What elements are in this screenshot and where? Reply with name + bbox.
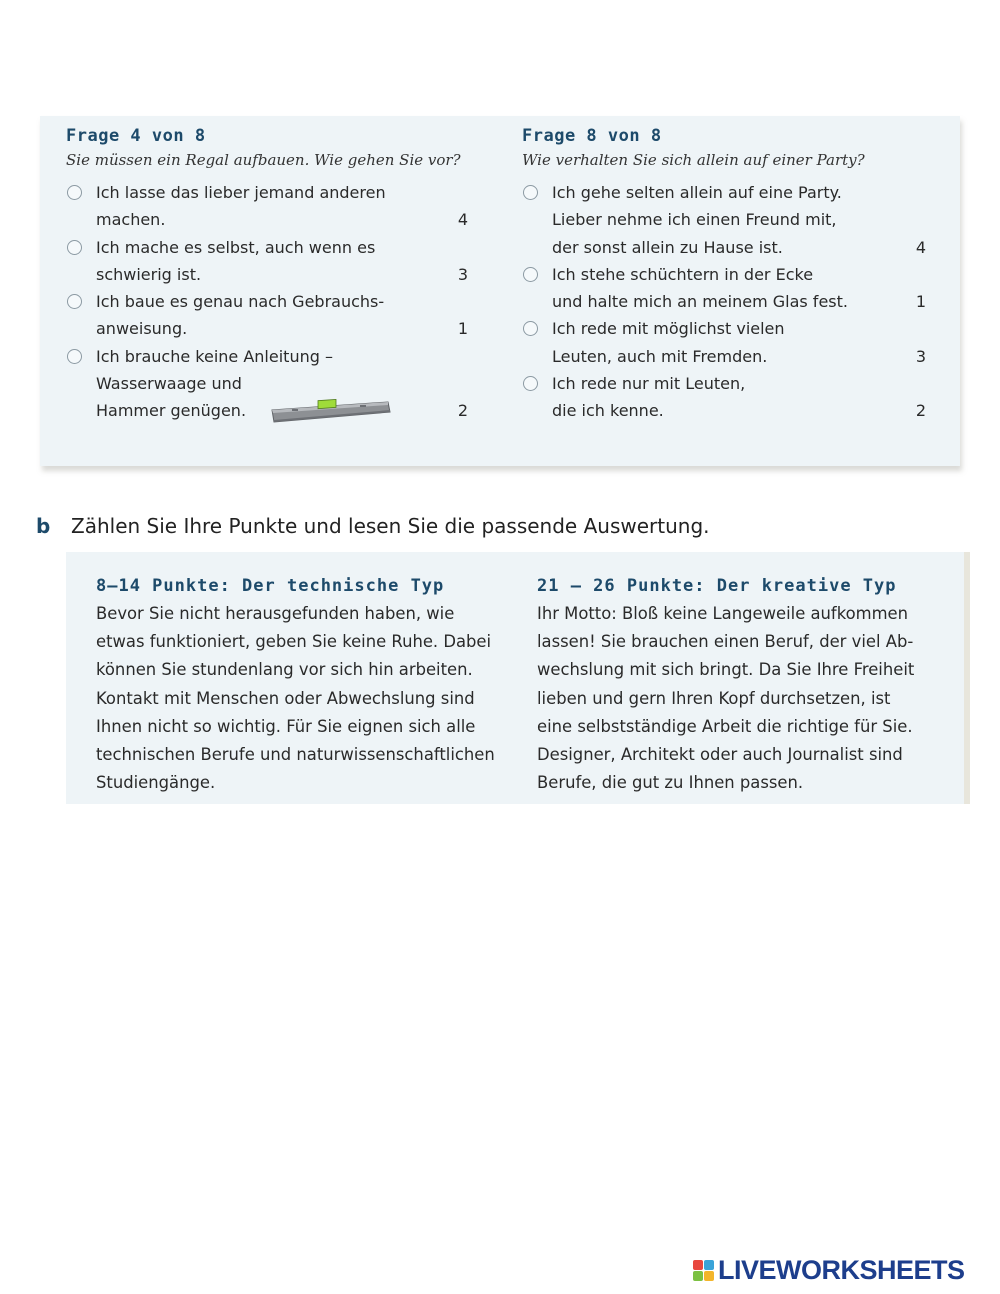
option-line: Ich gehe selten allein auf eine Party. <box>552 183 842 202</box>
option-points: 2 <box>915 401 926 421</box>
option-points: 1 <box>915 292 926 312</box>
option-line: Ich rede nur mit Leuten, <box>552 374 746 394</box>
option-points: 4 <box>457 210 468 230</box>
question-4 <box>66 124 468 425</box>
option-points: 1 <box>457 319 468 339</box>
radio-button[interactable] <box>67 240 82 255</box>
question-subtitle: Sie müssen ein Regal aufbauen. Wie gehen Sie vor? <box>66 151 461 169</box>
result-line: lassen! Sie brauchen einen Beruf, der viel Ab- <box>537 632 914 652</box>
question-8 <box>522 124 926 425</box>
radio-button[interactable] <box>523 376 538 391</box>
result-line: Ihnen nicht so wichtig. Für Sie eignen sich alle <box>96 716 476 736</box>
question-title: Frage 8 von 8 <box>522 126 662 146</box>
radio-button[interactable] <box>67 185 82 200</box>
answer-option[interactable] <box>522 261 926 316</box>
result-line: eine selbstständige Arbeit die richtige für Sie. <box>537 716 913 736</box>
answer-option[interactable] <box>66 288 468 343</box>
result-line: lieben und gern Ihren Kopf durchsetzen, ist <box>537 688 891 708</box>
result-title: 8–14 Punkte: Der technische Typ <box>96 576 445 596</box>
result-line: Studiengänge. <box>96 773 216 793</box>
option-points: 3 <box>457 264 468 284</box>
option-line: und halte mich an meinem Glas fest. <box>552 292 848 312</box>
question-subtitle: Wie verhalten Sie sich allein auf einer Party? <box>522 151 865 169</box>
option-line: anweisung. <box>96 319 188 339</box>
option-line: der sonst allein zu Hause ist. <box>552 237 783 257</box>
section-letter: b <box>36 514 51 538</box>
logo-icon <box>693 1260 714 1281</box>
option-line: Lieber nehme ich einen Freund mit, <box>552 210 837 230</box>
option-line: Hammer genügen. <box>96 401 247 421</box>
option-line: Ich lasse das lieber jemand anderen <box>96 183 386 202</box>
option-line: die ich kenne. <box>552 401 664 421</box>
logo-text: LIVEWORKSHEETS <box>718 1254 965 1285</box>
answer-option[interactable] <box>522 315 926 370</box>
spirit-level-icon <box>270 396 392 426</box>
option-line: schwierig ist. <box>96 264 202 284</box>
result-line: etwas funktioniert, geben Sie keine Ruhe. Dabei <box>96 632 492 652</box>
option-line: Ich stehe schüchtern in der Ecke <box>552 264 814 284</box>
radio-button[interactable] <box>67 294 82 309</box>
option-line: Ich rede mit möglichst vielen <box>552 319 785 339</box>
result-line: technischen Berufe und naturwissenschaftlichen <box>96 745 495 765</box>
result-line: Designer, Architekt oder auch Journalist sind <box>537 745 903 765</box>
answer-option[interactable] <box>66 343 468 425</box>
option-line: Ich baue es genau nach Gebrauchs- <box>96 292 385 312</box>
result-line: wechslung mit sich bringt. Da Sie Ihre Freiheit <box>537 660 915 680</box>
answer-option[interactable] <box>522 179 926 261</box>
question-title: Frage 4 von 8 <box>66 126 206 146</box>
radio-button[interactable] <box>523 185 538 200</box>
result-line: Ihr Motto: Bloß keine Langeweile aufkommen <box>537 604 909 623</box>
section-instruction: Zählen Sie Ihre Punkte und lesen Sie die passende Auswertung. <box>71 514 710 538</box>
result-line: können Sie stundenlang vor sich hin arbeiten. <box>96 660 473 680</box>
liveworksheets-logo[interactable] <box>693 1255 965 1285</box>
answer-option[interactable] <box>66 179 468 234</box>
results-panel <box>66 552 970 804</box>
option-line: Ich brauche keine Anleitung – <box>96 346 333 366</box>
option-line: Ich mache es selbst, auch wenn es <box>96 237 376 257</box>
result-technical <box>96 572 516 797</box>
result-line: Berufe, die gut zu Ihnen passen. <box>537 773 804 793</box>
result-title: 21 – 26 Punkte: Der kreative Typ <box>537 576 897 596</box>
option-line: Wasserwaage und <box>96 374 242 394</box>
option-points: 3 <box>915 346 926 366</box>
answer-option[interactable] <box>66 234 468 289</box>
result-creative <box>537 572 957 797</box>
quiz-panel <box>40 116 960 466</box>
result-line: Bevor Sie nicht herausgefunden haben, wie <box>96 604 455 623</box>
option-points: 4 <box>915 237 926 257</box>
option-line: Leuten, auch mit Fremden. <box>552 346 768 366</box>
option-line: machen. <box>96 210 166 230</box>
answer-option[interactable] <box>522 370 926 425</box>
radio-button[interactable] <box>523 321 538 336</box>
radio-button[interactable] <box>67 349 82 364</box>
radio-button[interactable] <box>523 267 538 282</box>
result-line: Kontakt mit Menschen oder Abwechslung sind <box>96 688 475 708</box>
option-points: 2 <box>457 401 468 421</box>
